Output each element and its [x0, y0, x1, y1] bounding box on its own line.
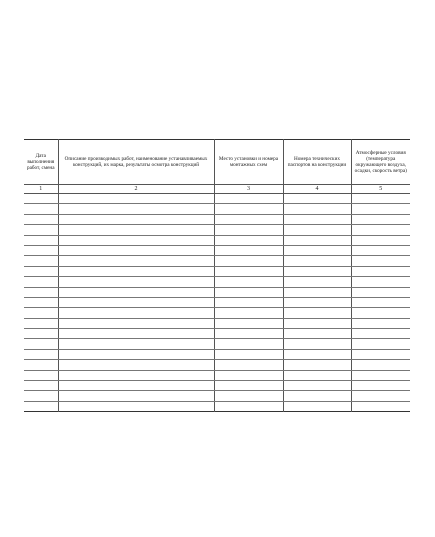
table-cell[interactable]	[283, 245, 351, 255]
table-row	[24, 266, 410, 276]
table-cell[interactable]	[351, 329, 410, 339]
table-cell[interactable]	[24, 381, 58, 391]
table-cell[interactable]	[214, 401, 283, 411]
table-cell[interactable]	[214, 245, 283, 255]
table-cell[interactable]	[351, 339, 410, 349]
table-cell[interactable]	[214, 266, 283, 276]
table-cell[interactable]	[283, 329, 351, 339]
table-cell[interactable]	[214, 339, 283, 349]
table-cell[interactable]	[24, 349, 58, 359]
table-cell[interactable]	[283, 401, 351, 411]
table-row	[24, 256, 410, 266]
table-row	[24, 381, 410, 391]
table-cell[interactable]	[351, 256, 410, 266]
table-cell[interactable]	[24, 318, 58, 328]
table-row	[24, 277, 410, 287]
table-cell[interactable]	[214, 297, 283, 307]
table-cell[interactable]	[24, 370, 58, 380]
table-cell[interactable]	[24, 235, 58, 245]
table-cell[interactable]	[24, 360, 58, 370]
table-cell[interactable]	[283, 266, 351, 276]
column-number-row	[24, 185, 410, 194]
table-cell[interactable]	[283, 204, 351, 214]
table-cell[interactable]	[351, 360, 410, 370]
table-cell[interactable]	[58, 349, 214, 359]
table-cell[interactable]	[24, 256, 58, 266]
table-cell[interactable]	[214, 235, 283, 245]
table-cell[interactable]	[214, 360, 283, 370]
table-cell[interactable]	[24, 401, 58, 411]
table-cell[interactable]	[283, 194, 351, 204]
table-row	[24, 297, 410, 307]
table-cell[interactable]	[58, 318, 214, 328]
table-cell[interactable]	[351, 391, 410, 401]
table-cell[interactable]	[58, 329, 214, 339]
table-cell[interactable]	[214, 256, 283, 266]
table-cell[interactable]	[214, 214, 283, 224]
table-cell[interactable]	[351, 401, 410, 411]
table-cell[interactable]	[58, 308, 214, 318]
table-cell[interactable]	[283, 339, 351, 349]
table-cell[interactable]	[283, 370, 351, 380]
table-row	[24, 204, 410, 214]
header-weather-conditions: Атмосферные условия (температура окружающего воздуха, осадки, скорость ветра)	[351, 140, 410, 185]
table-cell[interactable]	[58, 225, 214, 235]
table-cell[interactable]	[24, 245, 58, 255]
header-date-shift: Дата выполнения работ, смена	[24, 140, 58, 185]
column-number: 1	[24, 185, 58, 194]
column-number: 4	[283, 185, 351, 194]
table-row	[24, 225, 410, 235]
column-number: 5	[351, 185, 410, 194]
table-row	[24, 360, 410, 370]
table-cell[interactable]	[351, 194, 410, 204]
table-cell[interactable]	[351, 370, 410, 380]
table-cell[interactable]	[214, 308, 283, 318]
table-row	[24, 308, 410, 318]
table-cell[interactable]	[351, 245, 410, 255]
table-cell[interactable]	[214, 370, 283, 380]
table-cell[interactable]	[283, 287, 351, 297]
table-row	[24, 401, 410, 411]
table-cell[interactable]	[351, 287, 410, 297]
table-cell[interactable]	[24, 297, 58, 307]
table-cell[interactable]	[351, 277, 410, 287]
table-cell[interactable]	[58, 287, 214, 297]
table-cell[interactable]	[351, 214, 410, 224]
table-cell[interactable]	[214, 277, 283, 287]
table-cell[interactable]	[283, 277, 351, 287]
table-row	[24, 329, 410, 339]
table-cell[interactable]	[58, 391, 214, 401]
table-cell[interactable]	[24, 339, 58, 349]
table-cell[interactable]	[24, 277, 58, 287]
table-cell[interactable]	[214, 329, 283, 339]
table-row	[24, 287, 410, 297]
table-cell[interactable]	[24, 308, 58, 318]
table-cell[interactable]	[214, 194, 283, 204]
table-cell[interactable]	[214, 287, 283, 297]
table-cell[interactable]	[24, 225, 58, 235]
table-cell[interactable]	[351, 225, 410, 235]
table-cell[interactable]	[58, 401, 214, 411]
table-cell[interactable]	[58, 339, 214, 349]
table-row	[24, 349, 410, 359]
table-cell[interactable]	[283, 256, 351, 266]
table-cell[interactable]	[214, 381, 283, 391]
table-cell[interactable]	[351, 297, 410, 307]
table-cell[interactable]	[283, 349, 351, 359]
table-row	[24, 318, 410, 328]
table-cell[interactable]	[351, 266, 410, 276]
table-cell[interactable]	[351, 381, 410, 391]
table-cell[interactable]	[24, 391, 58, 401]
table-cell[interactable]	[351, 349, 410, 359]
table-cell[interactable]	[351, 235, 410, 245]
table-row	[24, 214, 410, 224]
table-row	[24, 339, 410, 349]
table-cell[interactable]	[351, 204, 410, 214]
table-cell[interactable]	[58, 204, 214, 214]
table-cell[interactable]	[214, 391, 283, 401]
table-cell[interactable]	[58, 214, 214, 224]
table-cell[interactable]	[214, 225, 283, 235]
table-cell[interactable]	[24, 287, 58, 297]
table-row	[24, 245, 410, 255]
table-cell[interactable]	[24, 204, 58, 214]
table-cell[interactable]	[283, 381, 351, 391]
table-row	[24, 370, 410, 380]
table-cell[interactable]	[283, 318, 351, 328]
table-cell[interactable]	[58, 266, 214, 276]
table-cell[interactable]	[283, 297, 351, 307]
column-number: 3	[214, 185, 283, 194]
table-cell[interactable]	[58, 245, 214, 255]
table-cell[interactable]	[58, 235, 214, 245]
table-cell[interactable]	[214, 204, 283, 214]
header-row	[24, 140, 410, 185]
table-cell[interactable]	[283, 391, 351, 401]
table-cell[interactable]	[58, 277, 214, 287]
table-cell[interactable]	[283, 225, 351, 235]
installation-journal-table	[24, 139, 410, 412]
table-cell[interactable]	[283, 235, 351, 245]
table-row	[24, 235, 410, 245]
table-cell[interactable]	[58, 297, 214, 307]
table-cell[interactable]	[283, 360, 351, 370]
table-cell[interactable]	[214, 349, 283, 359]
table-cell[interactable]	[58, 381, 214, 391]
table-cell[interactable]	[283, 308, 351, 318]
table-cell[interactable]	[24, 214, 58, 224]
header-passport-numbers: Номера технических паспортов на конструкции	[283, 140, 351, 185]
table-cell[interactable]	[24, 329, 58, 339]
table-row	[24, 391, 410, 401]
table-cell[interactable]	[58, 194, 214, 204]
header-work-description: Описание производимых работ, наименование устанавливаемых конструкций, их марка, результаты осмотра конструкций	[58, 140, 214, 185]
table-cell[interactable]	[283, 214, 351, 224]
table-cell[interactable]	[351, 318, 410, 328]
table-cell[interactable]	[24, 194, 58, 204]
table-row	[24, 194, 410, 204]
table-cell[interactable]	[24, 266, 58, 276]
table-cell[interactable]	[58, 256, 214, 266]
column-number: 2	[58, 185, 214, 194]
header-installation-place: Место установки и номера монтажных схем	[214, 140, 283, 185]
table-cell[interactable]	[58, 370, 214, 380]
table-cell[interactable]	[58, 360, 214, 370]
table-cell[interactable]	[214, 318, 283, 328]
table-cell[interactable]	[351, 308, 410, 318]
